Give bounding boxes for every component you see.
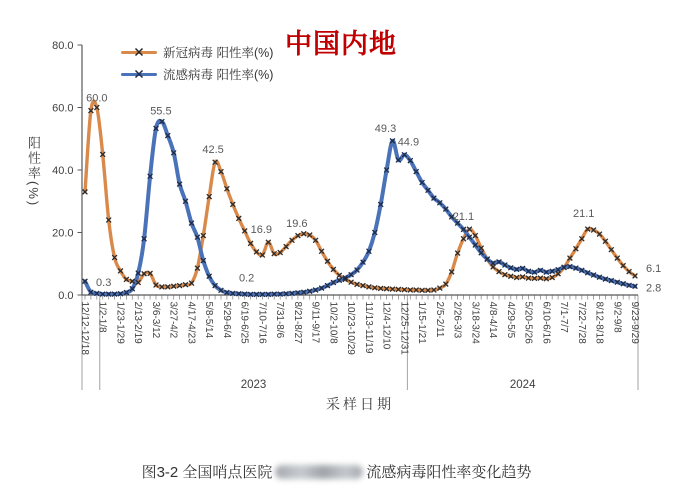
caption-prefix: 图3-2 全国哨点医院	[141, 464, 273, 481]
svg-text:42.5: 42.5	[202, 144, 224, 157]
svg-text:60.0: 60.0	[86, 92, 108, 105]
caption-suffix: 流感病毒阳性率变化趋势	[366, 464, 532, 481]
svg-text:80.0: 80.0	[52, 39, 74, 52]
svg-text:4/17-4/23: 4/17-4/23	[185, 301, 197, 344]
svg-text:4/29-5/5: 4/29-5/5	[504, 301, 516, 339]
figure-caption	[0, 461, 673, 482]
svg-text:6.1: 6.1	[646, 262, 662, 275]
svg-text:21.1: 21.1	[452, 211, 475, 224]
svg-text:7/10-7/16: 7/10-7/16	[256, 301, 268, 344]
svg-text:7/1-7/7: 7/1-7/7	[558, 301, 569, 333]
svg-text:11/13-11/19: 11/13-11/19	[362, 301, 374, 354]
svg-text:9/11-9/17: 9/11-9/17	[309, 301, 321, 344]
svg-text:9/2-9/8: 9/2-9/8	[611, 301, 623, 333]
svg-text:6/10-6/16: 6/10-6/16	[540, 301, 552, 344]
svg-text:5/8-5/14: 5/8-5/14	[203, 301, 215, 339]
svg-text:0.3: 0.3	[96, 277, 112, 290]
svg-text:3/6-3/12: 3/6-3/12	[150, 301, 161, 339]
svg-text:3/27-4/2: 3/27-4/2	[167, 301, 179, 339]
redacted-smudge	[275, 465, 363, 479]
chart-title: 中国内地	[285, 29, 397, 59]
svg-text:5/20-5/26: 5/20-5/26	[522, 301, 534, 344]
svg-text:16.9: 16.9	[250, 224, 273, 237]
legend-label-covid: 新冠病毒 阳性率(%)	[163, 46, 274, 60]
svg-text:12/4-12/10: 12/4-12/10	[380, 301, 392, 350]
svg-text:6/19-6/25: 6/19-6/25	[238, 301, 250, 344]
svg-text:2023: 2023	[240, 379, 267, 391]
svg-text:20.0: 20.0	[52, 227, 74, 240]
svg-text:2.8: 2.8	[646, 282, 662, 295]
svg-text:7/22-7/28: 7/22-7/28	[575, 301, 587, 344]
svg-text:2/5-2/11: 2/5-2/11	[433, 301, 445, 338]
svg-text:8/12-8/18: 8/12-8/18	[593, 301, 605, 344]
svg-text:1/23-1/29: 1/23-1/29	[114, 301, 126, 344]
x-axis-title: 采样日期	[326, 396, 394, 412]
y-axis-title: 阳性率(%)	[26, 136, 41, 208]
svg-text:1/2-1/8: 1/2-1/8	[96, 301, 108, 333]
svg-text:12/12-12/18: 12/12-12/18	[79, 301, 90, 355]
svg-text:55.5: 55.5	[150, 105, 172, 118]
svg-text:21.1: 21.1	[572, 208, 595, 221]
svg-text:40.0: 40.0	[52, 164, 74, 177]
svg-text:2/26-3/3: 2/26-3/3	[451, 301, 463, 339]
svg-text:0.0: 0.0	[58, 289, 74, 302]
svg-text:60.0: 60.0	[52, 102, 74, 115]
svg-text:10/23-10/29: 10/23-10/29	[345, 301, 357, 355]
legend-label-flu: 流感病毒 阳性率(%)	[163, 68, 274, 82]
svg-text:3/18-3/24: 3/18-3/24	[469, 301, 481, 344]
svg-text:5/29-6/4: 5/29-6/4	[220, 301, 232, 339]
svg-text:12/25-12/31: 12/25-12/31	[398, 301, 410, 355]
svg-text:2024: 2024	[509, 379, 536, 391]
svg-text:7/31-8/6: 7/31-8/6	[274, 301, 286, 339]
svg-text:19.6: 19.6	[286, 217, 308, 230]
svg-text:2/13-2/19: 2/13-2/19	[132, 301, 144, 344]
svg-text:4/8-4/14: 4/8-4/14	[487, 301, 499, 339]
svg-text:0.2: 0.2	[238, 272, 255, 285]
svg-text:10/2-10/8: 10/2-10/8	[327, 301, 339, 344]
svg-text:1/15-1/21: 1/15-1/21	[416, 301, 428, 344]
svg-text:8/21-8/27: 8/21-8/27	[291, 301, 303, 344]
svg-text:9/23-9/29: 9/23-9/29	[629, 301, 640, 344]
svg-text:49.3: 49.3	[374, 122, 397, 135]
svg-text:44.9: 44.9	[397, 136, 420, 149]
